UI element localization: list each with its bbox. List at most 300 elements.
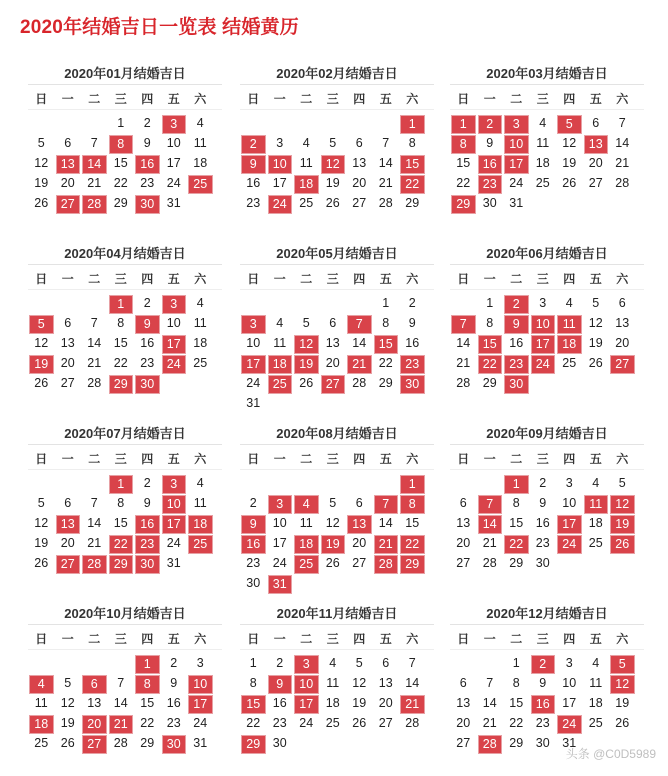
lucky-day-cell: 24 bbox=[531, 355, 556, 374]
day-cell: 11 bbox=[589, 676, 603, 690]
day-cell: 23 bbox=[140, 176, 155, 190]
lucky-day-cell: 13 bbox=[347, 515, 372, 534]
lucky-day-cell: 23 bbox=[135, 535, 160, 554]
weekday-label: 日 bbox=[247, 272, 260, 286]
day-grid bbox=[28, 654, 222, 754]
lucky-day-cell: 22 bbox=[478, 355, 503, 374]
day-cell: 25 bbox=[325, 716, 340, 730]
day-cell: 3 bbox=[565, 656, 573, 670]
weekday-label: 五 bbox=[167, 92, 180, 106]
day-cell: 23 bbox=[272, 716, 287, 730]
weekday-label: 六 bbox=[406, 632, 419, 646]
day-cell: 18 bbox=[325, 696, 340, 710]
weekday-header bbox=[450, 629, 644, 650]
month-title: 2020年06月结婚吉日 bbox=[450, 244, 644, 265]
day-cell: 22 bbox=[140, 716, 155, 730]
day-cell: 6 bbox=[64, 136, 72, 150]
empty-day-cell bbox=[321, 295, 346, 312]
lucky-day-cell: 16 bbox=[241, 535, 266, 554]
day-cell: 6 bbox=[382, 656, 390, 670]
day-cell: 11 bbox=[193, 136, 207, 150]
day-cell: 21 bbox=[482, 536, 497, 550]
day-cell: 7 bbox=[618, 116, 626, 130]
day-grid bbox=[28, 294, 222, 394]
day-grid bbox=[450, 654, 644, 754]
lucky-day-cell: 3 bbox=[162, 115, 187, 134]
day-cell: 6 bbox=[355, 496, 363, 510]
day-cell: 12 bbox=[562, 136, 577, 150]
weekday-label: 三 bbox=[326, 632, 339, 646]
lucky-day-cell: 17 bbox=[504, 155, 529, 174]
day-cell: 6 bbox=[459, 676, 467, 690]
weekday-label: 五 bbox=[379, 452, 392, 466]
day-cell: 26 bbox=[562, 176, 577, 190]
weekday-label: 一 bbox=[483, 632, 496, 646]
day-grid bbox=[240, 294, 434, 414]
weekday-label: 二 bbox=[88, 92, 101, 106]
day-cell: 4 bbox=[196, 476, 204, 490]
day-cell: 14 bbox=[352, 336, 367, 350]
day-cell: 22 bbox=[509, 716, 524, 730]
lucky-day-cell: 9 bbox=[135, 315, 160, 334]
day-cell: 20 bbox=[456, 536, 471, 550]
lucky-day-cell: 12 bbox=[610, 675, 635, 694]
day-cell: 22 bbox=[113, 356, 128, 370]
empty-day-cell bbox=[56, 655, 81, 672]
day-cell: 24 bbox=[193, 716, 208, 730]
day-cell: 24 bbox=[166, 176, 181, 190]
day-cell: 23 bbox=[246, 196, 261, 210]
month-title: 2020年09月结婚吉日 bbox=[450, 424, 644, 445]
lucky-day-cell: 8 bbox=[135, 675, 160, 694]
lucky-day-cell: 24 bbox=[162, 355, 187, 374]
empty-day-cell bbox=[268, 475, 293, 492]
month-calendar bbox=[240, 64, 434, 214]
empty-day-cell bbox=[478, 655, 503, 672]
lucky-day-cell: 1 bbox=[109, 475, 134, 494]
day-cell: 18 bbox=[193, 336, 208, 350]
weekday-label: 三 bbox=[536, 632, 549, 646]
weekday-label: 二 bbox=[300, 632, 313, 646]
day-cell: 25 bbox=[299, 196, 314, 210]
day-cell: 27 bbox=[456, 556, 471, 570]
day-cell: 12 bbox=[34, 156, 49, 170]
day-cell: 22 bbox=[456, 176, 471, 190]
weekday-label: 日 bbox=[247, 632, 260, 646]
day-cell: 6 bbox=[329, 316, 337, 330]
day-cell: 31 bbox=[166, 196, 181, 210]
lucky-day-cell: 18 bbox=[294, 175, 319, 194]
day-cell: 26 bbox=[615, 716, 630, 730]
weekday-header bbox=[28, 89, 222, 110]
day-cell: 16 bbox=[246, 176, 261, 190]
weekday-label: 日 bbox=[247, 452, 260, 466]
lucky-day-cell: 24 bbox=[557, 715, 582, 734]
day-cell: 8 bbox=[486, 316, 494, 330]
day-cell: 12 bbox=[34, 516, 49, 530]
day-cell: 14 bbox=[378, 516, 393, 530]
day-cell: 20 bbox=[325, 356, 340, 370]
lucky-day-cell: 18 bbox=[557, 335, 582, 354]
day-cell: 15 bbox=[113, 336, 128, 350]
weekday-label: 二 bbox=[300, 452, 313, 466]
day-cell: 21 bbox=[378, 176, 393, 190]
weekday-label: 三 bbox=[114, 452, 127, 466]
lucky-day-cell: 28 bbox=[374, 555, 399, 574]
day-cell: 21 bbox=[87, 356, 102, 370]
lucky-day-cell: 21 bbox=[347, 355, 372, 374]
empty-day-cell bbox=[347, 115, 372, 132]
weekday-header bbox=[450, 449, 644, 470]
empty-day-cell bbox=[82, 655, 107, 672]
day-cell: 25 bbox=[588, 716, 603, 730]
month-calendar bbox=[450, 64, 644, 214]
empty-day-cell bbox=[241, 475, 266, 492]
day-cell: 28 bbox=[482, 556, 497, 570]
lucky-day-cell: 24 bbox=[557, 535, 582, 554]
day-cell: 16 bbox=[272, 696, 287, 710]
day-cell: 19 bbox=[60, 716, 75, 730]
day-grid bbox=[28, 114, 222, 214]
weekday-label: 五 bbox=[167, 632, 180, 646]
day-cell: 4 bbox=[539, 116, 547, 130]
day-cell: 2 bbox=[249, 496, 257, 510]
day-cell: 10 bbox=[562, 676, 577, 690]
day-cell: 20 bbox=[352, 176, 367, 190]
empty-day-cell bbox=[321, 115, 346, 132]
lucky-day-cell: 30 bbox=[135, 375, 160, 394]
day-cell: 14 bbox=[482, 696, 497, 710]
lucky-day-cell: 27 bbox=[56, 195, 81, 214]
day-cell: 26 bbox=[299, 376, 314, 390]
lucky-day-cell: 1 bbox=[109, 295, 134, 314]
day-grid bbox=[450, 114, 644, 214]
month-title: 2020年04月结婚吉日 bbox=[28, 244, 222, 265]
day-cell: 28 bbox=[405, 716, 420, 730]
weekday-label: 日 bbox=[35, 92, 48, 106]
lucky-day-cell: 28 bbox=[82, 195, 107, 214]
day-cell: 1 bbox=[486, 296, 494, 310]
empty-day-cell bbox=[29, 295, 54, 312]
weekday-label: 四 bbox=[563, 272, 576, 286]
day-cell: 20 bbox=[615, 336, 630, 350]
weekday-label: 三 bbox=[114, 632, 127, 646]
empty-day-cell bbox=[451, 655, 476, 672]
day-cell: 21 bbox=[615, 156, 630, 170]
day-cell: 6 bbox=[592, 116, 600, 130]
day-cell: 6 bbox=[355, 136, 363, 150]
empty-day-cell bbox=[109, 655, 134, 672]
day-cell: 20 bbox=[60, 356, 75, 370]
weekday-label: 一 bbox=[483, 92, 496, 106]
weekday-label: 六 bbox=[194, 272, 207, 286]
day-cell: 31 bbox=[509, 196, 524, 210]
weekday-label: 四 bbox=[353, 632, 366, 646]
day-cell: 14 bbox=[456, 336, 471, 350]
lucky-day-cell: 30 bbox=[162, 735, 187, 754]
lucky-day-cell: 10 bbox=[268, 155, 293, 174]
month-calendar bbox=[240, 604, 434, 754]
lucky-day-cell: 29 bbox=[400, 555, 425, 574]
lucky-day-cell: 1 bbox=[504, 475, 529, 494]
weekday-label: 六 bbox=[406, 272, 419, 286]
day-cell: 2 bbox=[143, 116, 151, 130]
day-cell: 7 bbox=[90, 496, 98, 510]
day-cell: 10 bbox=[166, 136, 181, 150]
empty-day-cell bbox=[294, 475, 319, 492]
weekday-label: 一 bbox=[61, 452, 74, 466]
lucky-day-cell: 17 bbox=[294, 695, 319, 714]
weekday-label: 一 bbox=[273, 452, 286, 466]
empty-day-cell bbox=[268, 295, 293, 312]
day-cell: 22 bbox=[246, 716, 261, 730]
day-cell: 20 bbox=[352, 536, 367, 550]
lucky-day-cell: 18 bbox=[268, 355, 293, 374]
weekday-label: 四 bbox=[563, 452, 576, 466]
weekday-label: 日 bbox=[457, 272, 470, 286]
lucky-day-cell: 30 bbox=[400, 375, 425, 394]
weekday-label: 五 bbox=[589, 272, 602, 286]
watermark: 头条 @C0D5989 bbox=[565, 747, 656, 761]
weekday-label: 一 bbox=[273, 272, 286, 286]
day-cell: 4 bbox=[592, 476, 600, 490]
lucky-day-cell: 1 bbox=[400, 475, 425, 494]
lucky-day-cell: 9 bbox=[504, 315, 529, 334]
weekday-label: 四 bbox=[353, 452, 366, 466]
lucky-day-cell: 13 bbox=[584, 135, 609, 154]
day-cell: 17 bbox=[272, 176, 287, 190]
lucky-day-cell: 25 bbox=[268, 375, 293, 394]
lucky-day-cell: 7 bbox=[478, 495, 503, 514]
lucky-day-cell: 21 bbox=[374, 535, 399, 554]
day-cell: 11 bbox=[273, 336, 287, 350]
day-cell: 18 bbox=[588, 516, 603, 530]
weekday-label: 三 bbox=[114, 272, 127, 286]
month-title: 2020年12月结婚吉日 bbox=[450, 604, 644, 625]
lucky-day-cell: 2 bbox=[241, 135, 266, 154]
weekday-label: 三 bbox=[326, 452, 339, 466]
day-cell: 28 bbox=[456, 376, 471, 390]
month-calendar bbox=[28, 244, 222, 394]
day-cell: 17 bbox=[272, 536, 287, 550]
weekday-label: 四 bbox=[563, 92, 576, 106]
month-calendar bbox=[240, 424, 434, 594]
day-cell: 5 bbox=[64, 676, 72, 690]
empty-day-cell bbox=[56, 475, 81, 492]
lucky-day-cell: 17 bbox=[188, 695, 213, 714]
weekday-header bbox=[28, 269, 222, 290]
lucky-day-cell: 31 bbox=[268, 575, 293, 594]
weekday-label: 二 bbox=[510, 92, 523, 106]
lucky-day-cell: 5 bbox=[557, 115, 582, 134]
day-cell: 28 bbox=[378, 196, 393, 210]
empty-day-cell bbox=[268, 115, 293, 132]
day-cell: 26 bbox=[325, 196, 340, 210]
lucky-day-cell: 8 bbox=[109, 135, 134, 154]
day-cell: 14 bbox=[87, 336, 102, 350]
lucky-day-cell: 29 bbox=[451, 195, 476, 214]
day-cell: 13 bbox=[87, 696, 102, 710]
day-cell: 3 bbox=[196, 656, 204, 670]
weekday-label: 一 bbox=[61, 632, 74, 646]
weekday-label: 四 bbox=[141, 92, 154, 106]
weekday-label: 一 bbox=[273, 92, 286, 106]
month-calendar bbox=[28, 424, 222, 574]
month-calendar bbox=[450, 424, 644, 574]
month-title: 2020年10月结婚吉日 bbox=[28, 604, 222, 625]
weekday-label: 二 bbox=[88, 632, 101, 646]
weekday-label: 六 bbox=[194, 632, 207, 646]
lucky-day-cell: 16 bbox=[135, 515, 160, 534]
day-cell: 27 bbox=[352, 196, 367, 210]
lucky-day-cell: 23 bbox=[504, 355, 529, 374]
weekday-label: 四 bbox=[353, 272, 366, 286]
day-cell: 21 bbox=[87, 536, 102, 550]
day-cell: 10 bbox=[562, 496, 577, 510]
empty-day-cell bbox=[56, 115, 81, 132]
weekday-label: 六 bbox=[616, 452, 629, 466]
empty-day-cell bbox=[451, 295, 476, 312]
day-cell: 24 bbox=[166, 536, 181, 550]
day-cell: 2 bbox=[143, 476, 151, 490]
lucky-day-cell: 3 bbox=[162, 295, 187, 314]
day-cell: 24 bbox=[509, 176, 524, 190]
weekday-label: 四 bbox=[141, 452, 154, 466]
day-cell: 26 bbox=[325, 556, 340, 570]
day-cell: 19 bbox=[34, 176, 49, 190]
day-cell: 4 bbox=[592, 656, 600, 670]
lucky-day-cell: 22 bbox=[400, 535, 425, 554]
lucky-day-cell: 1 bbox=[451, 115, 476, 134]
lucky-day-cell: 12 bbox=[321, 155, 346, 174]
day-cell: 19 bbox=[34, 536, 49, 550]
day-cell: 11 bbox=[536, 136, 550, 150]
day-cell: 24 bbox=[246, 376, 261, 390]
day-cell: 18 bbox=[588, 696, 603, 710]
day-cell: 20 bbox=[60, 176, 75, 190]
day-cell: 25 bbox=[535, 176, 550, 190]
day-cell: 3 bbox=[565, 476, 573, 490]
lucky-day-cell: 18 bbox=[188, 515, 213, 534]
day-cell: 1 bbox=[117, 116, 125, 130]
day-cell: 20 bbox=[456, 716, 471, 730]
lucky-day-cell: 10 bbox=[504, 135, 529, 154]
day-cell: 4 bbox=[302, 136, 310, 150]
day-cell: 13 bbox=[456, 516, 471, 530]
weekday-label: 三 bbox=[114, 92, 127, 106]
weekday-label: 五 bbox=[167, 272, 180, 286]
lucky-day-cell: 27 bbox=[321, 375, 346, 394]
day-cell: 8 bbox=[408, 136, 416, 150]
empty-day-cell bbox=[321, 475, 346, 492]
lucky-day-cell: 29 bbox=[109, 375, 134, 394]
month-calendar bbox=[450, 244, 644, 394]
day-cell: 28 bbox=[352, 376, 367, 390]
weekday-label: 二 bbox=[510, 452, 523, 466]
day-cell: 15 bbox=[113, 156, 128, 170]
weekday-label: 六 bbox=[406, 92, 419, 106]
lucky-day-cell: 3 bbox=[294, 655, 319, 674]
weekday-label: 四 bbox=[141, 632, 154, 646]
day-cell: 5 bbox=[355, 656, 363, 670]
weekday-label: 六 bbox=[194, 92, 207, 106]
day-cell: 30 bbox=[535, 556, 550, 570]
lucky-day-cell: 21 bbox=[400, 695, 425, 714]
weekday-label: 五 bbox=[167, 452, 180, 466]
day-cell: 28 bbox=[113, 736, 128, 750]
day-cell: 2 bbox=[170, 656, 178, 670]
day-cell: 4 bbox=[565, 296, 573, 310]
day-cell: 23 bbox=[246, 556, 261, 570]
lucky-day-cell: 29 bbox=[241, 735, 266, 754]
day-cell: 14 bbox=[405, 676, 420, 690]
lucky-day-cell: 16 bbox=[531, 695, 556, 714]
day-cell: 19 bbox=[352, 696, 367, 710]
month-title: 2020年08月结婚吉日 bbox=[240, 424, 434, 445]
day-cell: 29 bbox=[378, 376, 393, 390]
month-calendar bbox=[28, 604, 222, 754]
lucky-day-cell: 7 bbox=[451, 315, 476, 334]
day-cell: 7 bbox=[486, 676, 494, 690]
day-cell: 12 bbox=[60, 696, 75, 710]
day-grid bbox=[240, 654, 434, 754]
weekday-label: 一 bbox=[61, 272, 74, 286]
day-cell: 23 bbox=[166, 716, 181, 730]
weekday-label: 五 bbox=[379, 272, 392, 286]
lucky-day-cell: 13 bbox=[56, 155, 81, 174]
lucky-day-cell: 27 bbox=[82, 735, 107, 754]
day-cell: 7 bbox=[90, 136, 98, 150]
day-cell: 9 bbox=[539, 676, 547, 690]
day-cell: 26 bbox=[34, 376, 49, 390]
day-cell: 16 bbox=[535, 516, 550, 530]
day-cell: 9 bbox=[170, 676, 178, 690]
day-cell: 10 bbox=[166, 316, 181, 330]
day-grid bbox=[240, 474, 434, 594]
weekday-header bbox=[28, 449, 222, 470]
day-cell: 6 bbox=[64, 496, 72, 510]
lucky-day-cell: 30 bbox=[504, 375, 529, 394]
day-cell: 10 bbox=[246, 336, 261, 350]
lucky-day-cell: 12 bbox=[294, 335, 319, 354]
weekday-label: 日 bbox=[35, 632, 48, 646]
weekday-header bbox=[450, 89, 644, 110]
weekday-label: 一 bbox=[483, 272, 496, 286]
day-cell: 27 bbox=[352, 556, 367, 570]
day-cell: 11 bbox=[299, 516, 313, 530]
weekday-label: 三 bbox=[536, 92, 549, 106]
day-cell: 14 bbox=[87, 516, 102, 530]
lucky-day-cell: 14 bbox=[82, 155, 107, 174]
day-cell: 9 bbox=[143, 136, 151, 150]
day-cell: 17 bbox=[166, 156, 181, 170]
day-cell: 5 bbox=[592, 296, 600, 310]
day-cell: 8 bbox=[117, 496, 125, 510]
empty-day-cell bbox=[294, 295, 319, 312]
day-cell: 29 bbox=[405, 196, 420, 210]
lucky-day-cell: 11 bbox=[557, 315, 582, 334]
weekday-label: 三 bbox=[326, 272, 339, 286]
day-cell: 30 bbox=[246, 576, 261, 590]
day-cell: 14 bbox=[113, 696, 128, 710]
day-cell: 13 bbox=[325, 336, 340, 350]
empty-day-cell bbox=[82, 295, 107, 312]
day-cell: 7 bbox=[90, 316, 98, 330]
month-title: 2020年01月结婚吉日 bbox=[28, 64, 222, 85]
lucky-day-cell: 22 bbox=[109, 535, 134, 554]
day-cell: 25 bbox=[34, 736, 49, 750]
day-cell: 13 bbox=[456, 696, 471, 710]
